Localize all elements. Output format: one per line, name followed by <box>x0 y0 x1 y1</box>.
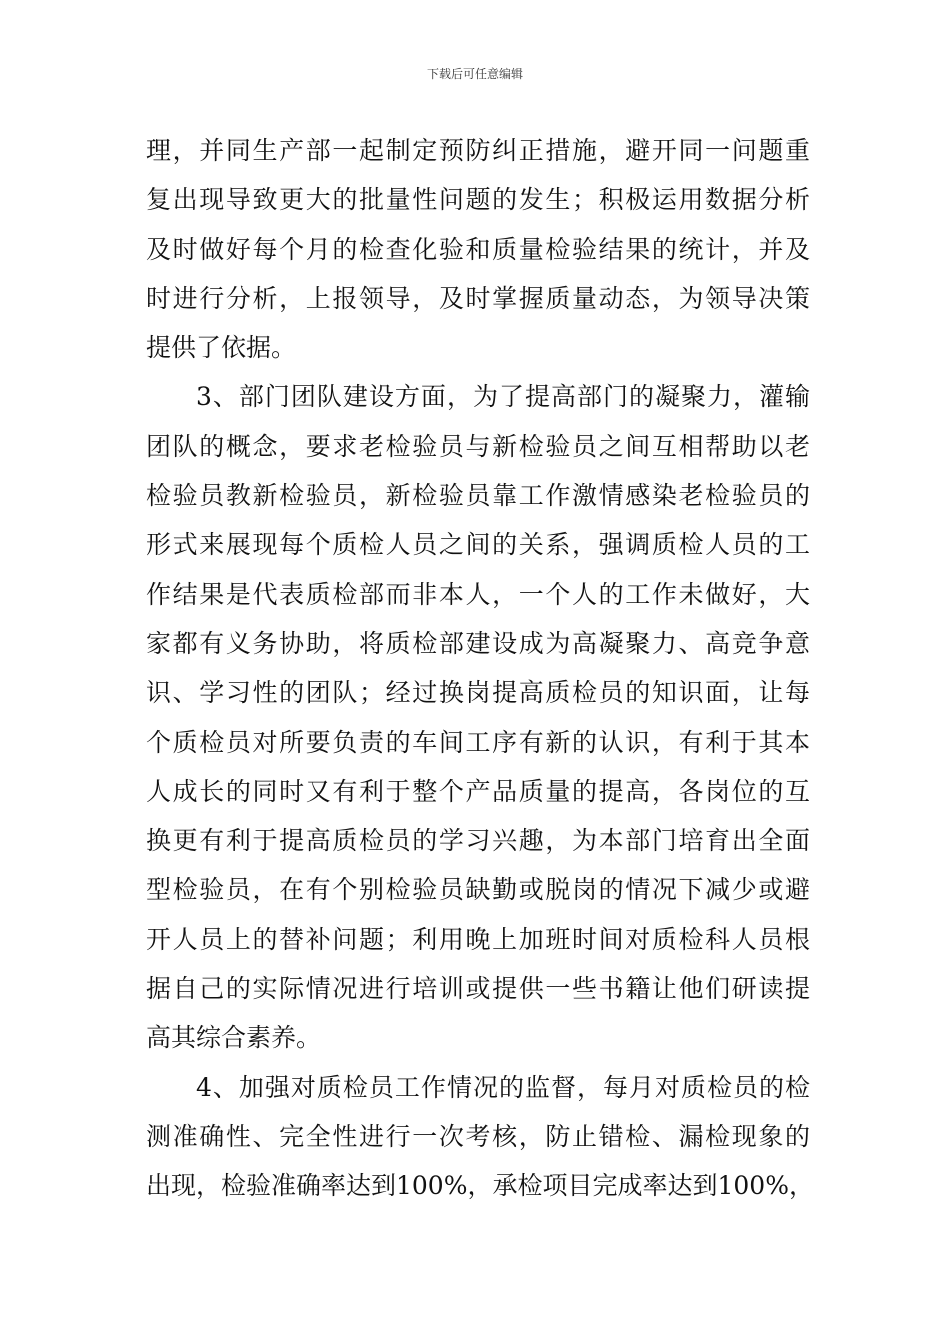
text-line: 测准确性、完全性进行一次考核，防止错检、漏检现象的 <box>146 1121 810 1151</box>
text-line: 提供了依据。 <box>146 333 297 363</box>
text-line: 理，并同生产部一起制定预防纠正措施，避开同一问题重 <box>146 136 810 165</box>
text-line: 个质检员对所要负责的车间工序有新的认识，有利于其本 <box>146 727 810 757</box>
text-line: 出现，检验准确率达到100%，承检项目完成率达到100%， <box>146 1171 814 1201</box>
text-line: 4、加强对质检员工作情况的监督，每月对质检员的检 <box>196 1072 810 1102</box>
text-line: 换更有利于提高质检员的学习兴趣，为本部门培育出全面 <box>146 826 810 856</box>
text-line: 识、学习性的团队；经过换岗提高质检员的知识面，让每 <box>146 678 810 708</box>
text-line: 团队的概念，要求老检验员与新检验员之间互相帮助以老 <box>146 431 810 461</box>
text-line: 开人员上的替补问题；利用晚上加班时间对质检科人员根 <box>146 924 810 954</box>
text-line: 形式来展现每个质检人员之间的关系，强调质检人员的工 <box>146 530 810 560</box>
text-line: 及时做好每个月的检查化验和质量检验结果的统计，并及 <box>146 234 810 264</box>
text-line: 家都有义务协助，将质检部建设成为高凝聚力、高竞争意 <box>146 628 810 658</box>
text-line: 复出现导致更大的批量性问题的发生；积极运用数据分析 <box>146 185 810 215</box>
page-header: 下载后可任意编辑 <box>426 67 523 81</box>
text-line: 型检验员，在有个别检验员缺勤或脱岗的情况下减少或避 <box>146 875 810 905</box>
text-line: 时进行分析，上报领导，及时掌握质量动态，为领导决策 <box>146 283 810 313</box>
body-text <box>146 126 814 1211</box>
text-line: 人成长的同时又有利于整个产品质量的提高，各岗位的互 <box>146 776 810 806</box>
text-line: 3、部门团队建设方面，为了提高部门的凝聚力，灌输 <box>196 382 810 412</box>
text-line: 据自己的实际情况进行培训或提供一些书籍让他们研读提 <box>146 974 810 1004</box>
text-line: 作结果是代表质检部而非本人，一个人的工作未做好，大 <box>146 579 810 609</box>
text-line: 高其综合素养。 <box>146 1023 322 1053</box>
text-line: 检验员教新检验员，新检验员靠工作激情感染老检验员的 <box>146 481 810 511</box>
